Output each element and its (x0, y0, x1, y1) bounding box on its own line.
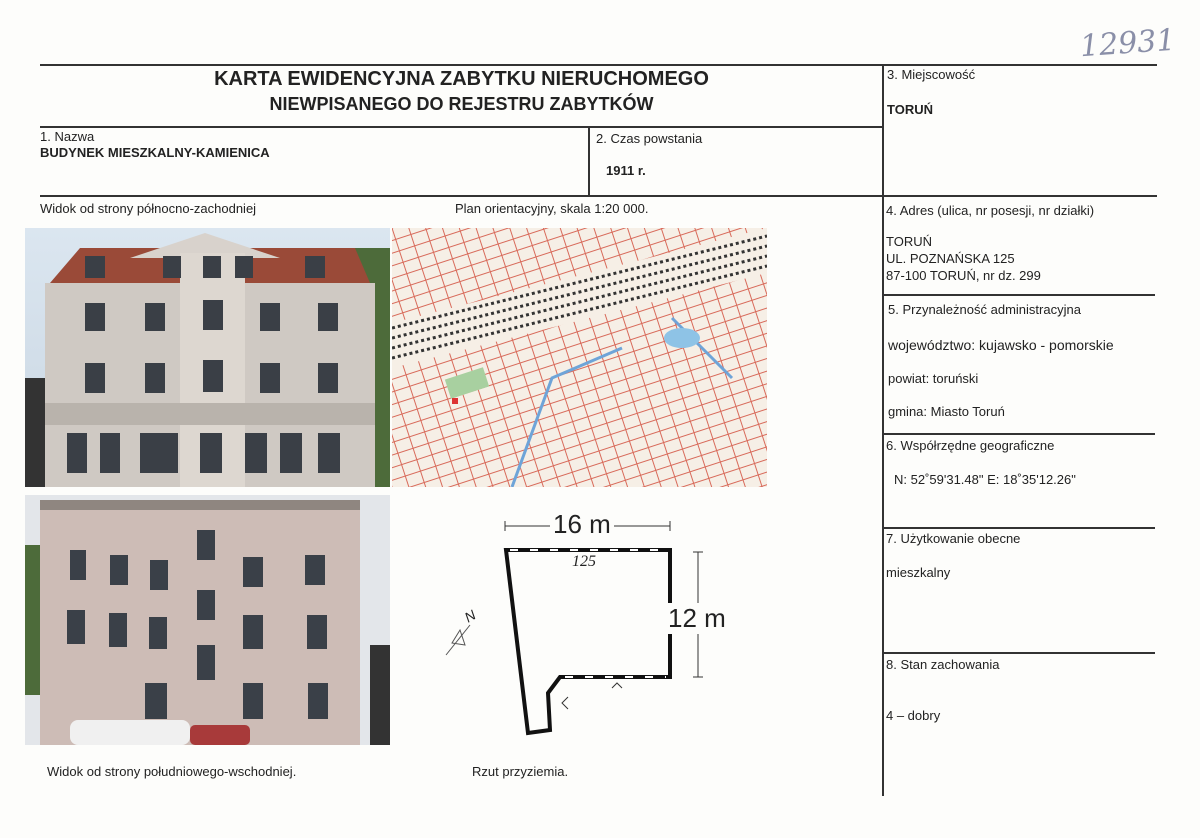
divider (40, 64, 1157, 66)
use-label: 7. Użytkowanie obecne (886, 531, 1021, 546)
plan-building-number: 125 (572, 553, 596, 570)
plan-width-label: 16 m (550, 509, 614, 540)
map-caption: Plan orientacyjny, skala 1:20 000. (455, 201, 649, 216)
plan-height-label: 12 m (668, 603, 726, 633)
nw-view-caption: Widok od strony północno-zachodniej (40, 201, 257, 216)
page-subtitle: NIEWPISANEGO DO REJESTRU ZABYTKÓW (269, 94, 654, 114)
orientation-map (392, 228, 767, 487)
floor-plan (440, 505, 770, 745)
handwritten-number: 12931 (1078, 22, 1177, 65)
name-label: 1. Nazwa (40, 129, 95, 144)
address-label: 4. Adres (ulica, nr posesji, nr działki) (886, 203, 1095, 218)
date-value: 1911 r. (606, 163, 646, 178)
place-value: TORUŃ (887, 102, 933, 117)
photo-northwest-facade (25, 228, 390, 487)
divider (883, 433, 1155, 435)
north-arrow-label: N (461, 606, 479, 626)
coords-label: 6. Współrzędne geograficzne (886, 438, 1055, 453)
plan-caption: Rzut przyziemia. (472, 764, 569, 779)
use-value: mieszkalny (886, 565, 951, 580)
page-title: KARTA EWIDENCYJNA ZABYTKU NIERUCHOMEGO (214, 68, 709, 90)
divider (882, 64, 884, 796)
divider (588, 126, 590, 196)
admin-label: 5. Przynależność administracyjna (888, 302, 1081, 317)
divider (40, 195, 1157, 197)
se-view-caption: Widok od strony południowego-wschodniej. (47, 764, 297, 779)
address-line1: TORUŃ (886, 234, 932, 249)
admin-commune: gmina: Miasto Toruń (888, 404, 1005, 419)
address-line2: UL. POZNAŃSKA 125 (886, 251, 1015, 266)
coords-value: N: 52˚59'31.48" E: 18˚35'12.26" (894, 472, 1076, 487)
condition-label: 8. Stan zachowania (886, 657, 1000, 672)
divider (883, 527, 1155, 529)
admin-voivodeship: województwo: kujawsko - pomorskie (888, 337, 1114, 353)
divider (40, 126, 883, 128)
divider (883, 294, 1155, 296)
divider (883, 652, 1155, 654)
address-line3: 87-100 TORUŃ, nr dz. 299 (886, 268, 1041, 283)
condition-value: 4 – dobry (886, 708, 941, 723)
photo-southeast-facade (25, 495, 390, 745)
name-value: BUDYNEK MIESZKALNY-KAMIENICA (40, 145, 270, 160)
place-label: 3. Miejscowość (887, 67, 976, 82)
admin-county: powiat: toruński (888, 371, 979, 386)
date-label: 2. Czas powstania (596, 131, 703, 146)
